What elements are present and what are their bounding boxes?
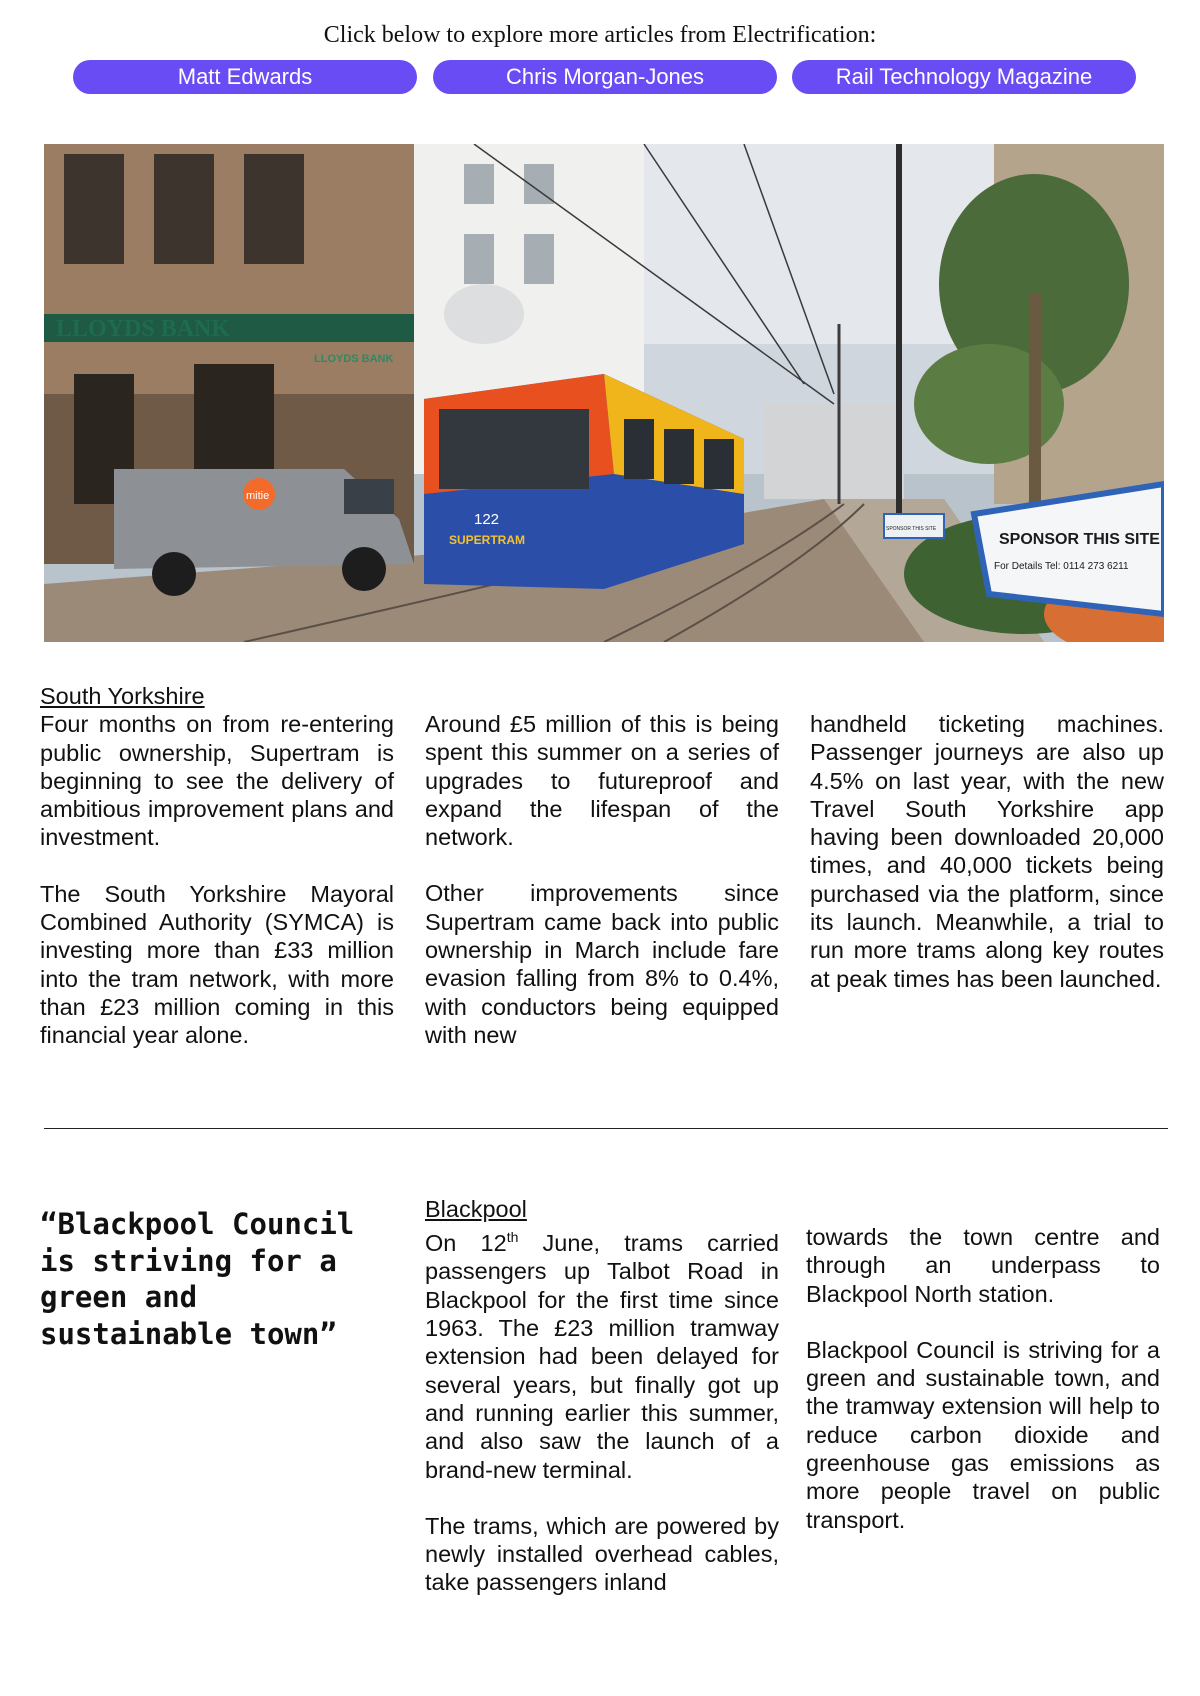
tram-street-photo xyxy=(44,144,1164,642)
sponsor-sign-title: SPONSOR THIS SITE xyxy=(999,531,1160,548)
small-sponsor-sign-text: SPONSOR THIS SITE xyxy=(886,526,937,532)
paragraph: Around £5 million of this is being spent this summer on a series of upgrades to futureproof and expand the lifespan of the network. xyxy=(425,711,779,851)
paragraph: Blackpool Council is striving for a green and sustainable town, and the tramway extension will help to reduce carbon dioxide and greenhouse gas emissions as more people travel on public transport. xyxy=(806,1336,1160,1533)
south-yorkshire-column-3 xyxy=(810,710,1164,1021)
van-logo: mitie xyxy=(246,490,270,502)
explore-intro-text: Click below to explore more articles from Electrification: xyxy=(323,22,877,48)
section-divider xyxy=(44,1128,1168,1129)
south-yorkshire-column-1 xyxy=(40,682,394,1078)
south-yorkshire-heading: South Yorkshire xyxy=(40,683,205,709)
tram-windscreen xyxy=(439,409,589,489)
paragraph: On 12th June, trams carried passengers up Talbot Road in Blackpool for the first time since 1963. The £23 million tramway extension had been delayed for several years, but finally got up and running earlier this summer, and also saw the launch of a brand-new terminal. xyxy=(425,1229,779,1483)
tram-brand: SUPERTRAM xyxy=(449,533,526,547)
paragraph: Other improvements since Supertram came back into public ownership in March include fare evasion falling from 8% to 0.4%, with conductors being equipped with new xyxy=(425,880,779,1048)
sponsor-sign-detail: For Details Tel: 0114 273 6211 xyxy=(994,561,1129,572)
author-link-matt-edwards[interactable]: Matt Edwards xyxy=(73,60,417,94)
south-yorkshire-column-2 xyxy=(425,710,779,1077)
author-link-chris-morgan-jones[interactable]: Chris Morgan-Jones xyxy=(433,60,777,94)
bank-sign: LLOYDS BANK xyxy=(56,316,231,342)
blackpool-column-2 xyxy=(425,1195,779,1625)
paragraph: handheld ticketing machines. Passenger journeys are also up 4.5% on last year, with the new Travel South Yorkshire app having been downloaded 20,000 times, and 40,000 tickets being purchased via the platform, since its launch. Meanwhile, a trial to run more trams along key routes at peak times has been launched. xyxy=(810,711,1164,992)
paragraph: Four months on from re-entering public ownership, Supertram is beginning to see the delivery of ambitious improvement plans and investment. xyxy=(40,711,394,851)
tram-number: 122 xyxy=(474,511,500,528)
paragraph: towards the town centre and through an underpass to Blackpool North station. xyxy=(806,1224,1160,1307)
pull-quote: “Blackpool Council is striving for a green and sustainable town” xyxy=(40,1207,355,1351)
publication-link-rail-technology-magazine[interactable]: Rail Technology Magazine xyxy=(792,60,1136,94)
date-suffix: th xyxy=(506,1229,519,1246)
far-building xyxy=(764,404,904,499)
dome xyxy=(444,284,524,344)
bank-sign-small: LLOYDS BANK xyxy=(314,353,394,365)
blackpool-heading: Blackpool xyxy=(425,1196,527,1222)
paragraph: The South Yorkshire Mayoral Combined Authority (SYMCA) is investing more than £33 million into the tram network, with more than £23 million coming in this financial year alone. xyxy=(40,880,394,1049)
paragraph: The trams, which are powered by newly installed overhead cables, take passengers inland xyxy=(425,1512,779,1596)
blackpool-column-3 xyxy=(806,1223,1160,1562)
